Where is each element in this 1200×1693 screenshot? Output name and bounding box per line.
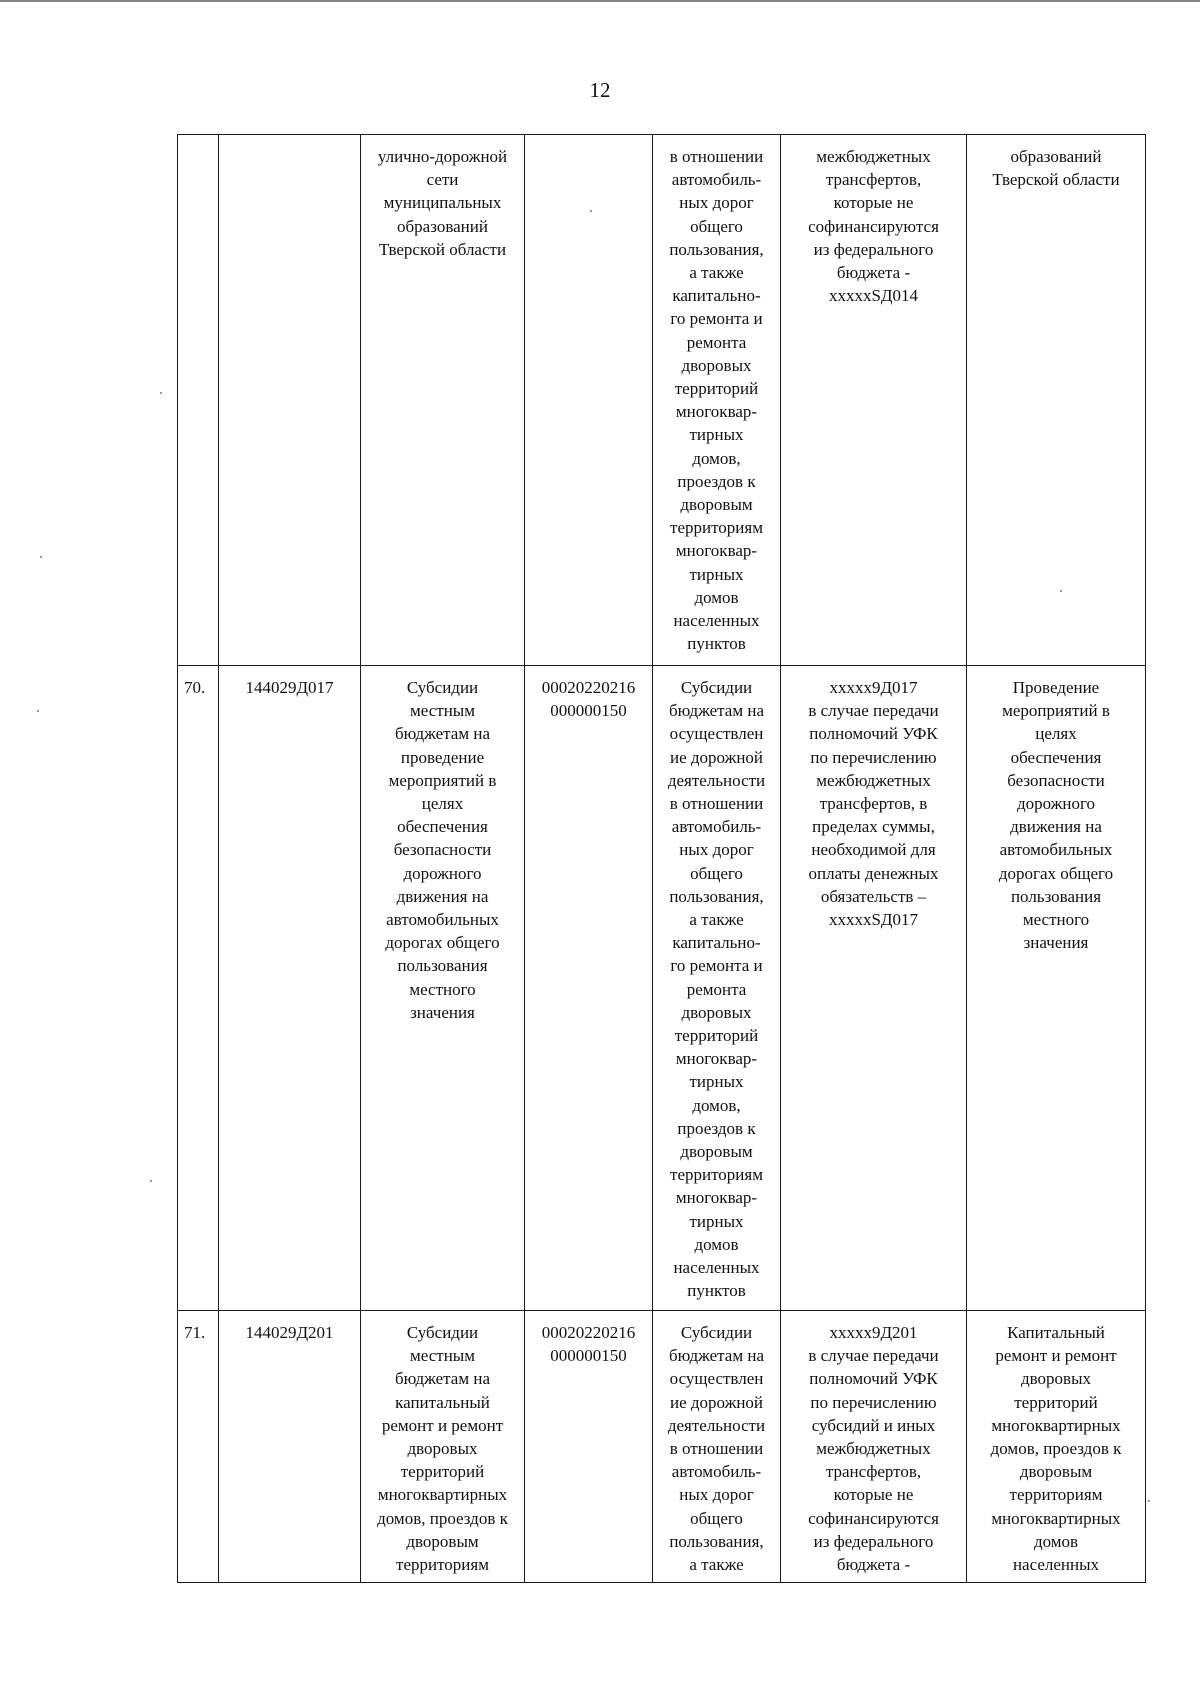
budget-classification-table (177, 134, 1146, 1583)
kbk-cell (525, 135, 653, 666)
code-cell: 144029Д201 (219, 1311, 361, 1583)
purpose-cell: Субсидии бюджетам на осуществлен ие дорожной деятельности в отношении автомобиль- ных дорог общего пользования, а также капитально- го ремонта и ремонта дворовых территорий многоквар- тирных домов, проездов к дворовым территориям многоквар- тирных домов населенных пунктов (653, 666, 781, 1311)
scan-speck (160, 392, 162, 394)
scan-speck (590, 210, 592, 212)
direction-cell: Капитальный ремонт и ремонт дворовых территорий многоквартирных домов, проездов к дворовым территориям многоквартирных домов населенных (967, 1311, 1146, 1583)
transfer-cell: xxxxx9Д017 в случае передачи полномочий УФК по перечислению межбюджетных трансфертов, в пределах суммы, необходимой для оплаты денежных обязательств – xxxxxSД017 (781, 666, 967, 1311)
code-cell: 144029Д017 (219, 666, 361, 1311)
row-number-cell: 71. (178, 1311, 219, 1583)
table-row (178, 666, 1146, 1311)
name-cell: Субсидии местным бюджетам на проведение мероприятий в целях обеспечения безопасности дорожного движения на автомобильных дорогах общего пользования местного значения (361, 666, 525, 1311)
page-number: 12 (589, 78, 611, 102)
row-number-cell (178, 135, 219, 666)
row-number-cell: 70. (178, 666, 219, 1311)
scan-edge-line (0, 0, 1200, 2)
transfer-cell: xxxxx9Д201 в случае передачи полномочий УФК по перечислению субсидий и иных межбюджетных трансфертов, которые не софинансируются из федерального бюджета - (781, 1311, 967, 1583)
direction-cell: Проведение мероприятий в целях обеспечения безопасности дорожного движения на автомобильных дорогах общего пользования местного значения (967, 666, 1146, 1311)
kbk-cell: 00020220216 000000150 (525, 666, 653, 1311)
scan-speck (1060, 590, 1062, 592)
purpose-cell: Субсидии бюджетам на осуществлен ие дорожной деятельности в отношении автомобиль- ных дорог общего пользования, а также (653, 1311, 781, 1583)
scan-speck (150, 1180, 152, 1182)
code-cell (219, 135, 361, 666)
transfer-cell: межбюджетных трансфертов, которые не софинансируются из федерального бюджета - xxxxxSД014 (781, 135, 967, 666)
purpose-cell: в отношении автомобиль- ных дорог общего пользования, а также капитально- го ремонта и ремонта дворовых территорий многоквар- тирных домов, проездов к дворовым территориям многоквар- тирных домов населенных пунктов (653, 135, 781, 666)
direction-cell: образований Тверской области (967, 135, 1146, 666)
table-row (178, 1311, 1146, 1583)
name-cell: улично-дорожной сети муниципальных образований Тверской области (361, 135, 525, 666)
name-cell: Субсидии местным бюджетам на капитальный ремонт и ремонт дворовых территорий многоквартирных домов, проездов к дворовым территориям (361, 1311, 525, 1583)
kbk-cell: 00020220216 000000150 (525, 1311, 653, 1583)
scan-speck (1148, 1500, 1150, 1502)
scan-speck (40, 556, 42, 558)
scan-speck (37, 710, 39, 712)
table-row (178, 135, 1146, 666)
